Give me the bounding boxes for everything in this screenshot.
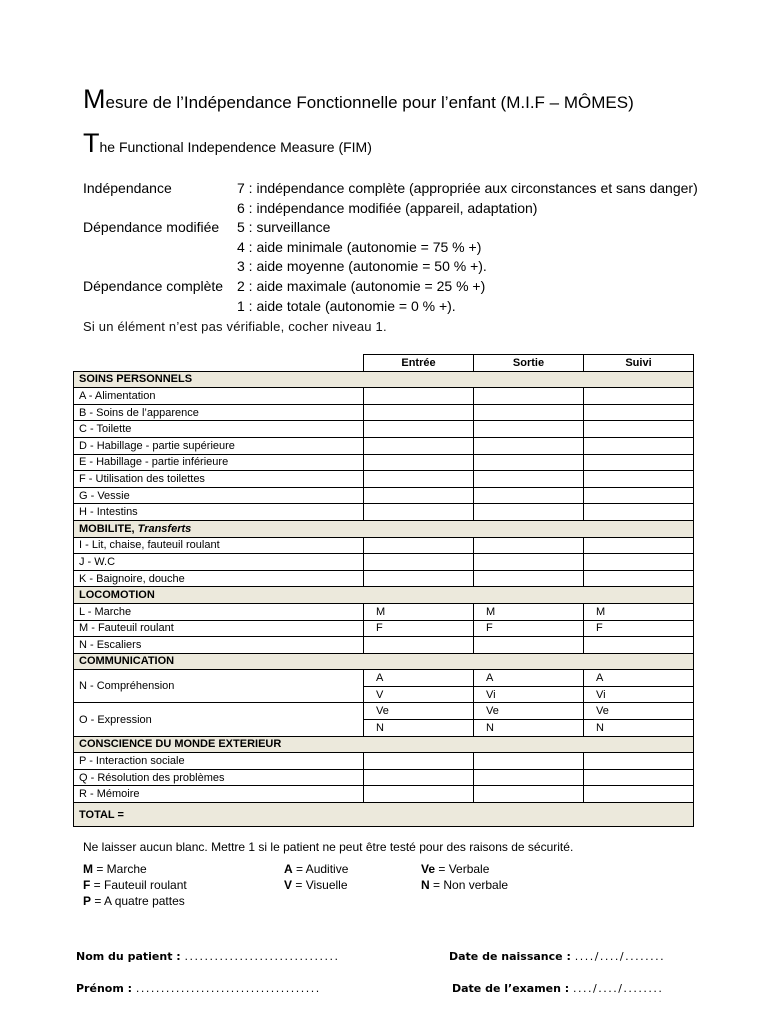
score-cell[interactable] <box>364 769 474 786</box>
score-cell[interactable] <box>474 487 584 504</box>
table-row <box>74 504 694 521</box>
score-cell[interactable] <box>364 786 474 803</box>
score-cell[interactable]: Ve <box>584 703 694 720</box>
scale-category: Dépendance modifiée <box>83 219 220 236</box>
exam-date-field[interactable]: Date de l’examen : ..../..../........ <box>452 982 664 995</box>
table-corner <box>74 355 364 372</box>
score-cell[interactable] <box>584 471 694 488</box>
item-label: G - Vessie <box>74 487 364 504</box>
score-cell[interactable]: F <box>584 620 694 637</box>
section-row <box>74 653 694 670</box>
item-label: D - Habillage - partie supérieure <box>74 437 364 454</box>
table-row <box>74 603 694 620</box>
score-cell[interactable] <box>474 437 584 454</box>
item-label: A - Alimentation <box>74 388 364 405</box>
score-cell[interactable] <box>364 437 474 454</box>
birth-date-field[interactable]: Date de naissance : ..../..../........ <box>449 950 666 963</box>
score-cell[interactable] <box>364 404 474 421</box>
table-row <box>74 620 694 637</box>
score-cell[interactable]: Vi <box>474 686 584 703</box>
score-cell[interactable] <box>584 769 694 786</box>
score-cell[interactable]: N <box>364 720 474 737</box>
legend-item: F = Fauteuil roulant <box>83 878 187 892</box>
score-cell[interactable] <box>584 554 694 571</box>
score-cell[interactable]: A <box>364 670 474 687</box>
scale-note: Si un élément n’est pas vérifiable, cocher niveau 1. <box>83 319 387 334</box>
score-cell[interactable] <box>364 753 474 770</box>
legend-item: M = Marche <box>83 862 147 876</box>
item-label: H - Intestins <box>74 504 364 521</box>
scale-category: Indépendance <box>83 180 172 196</box>
score-cell[interactable] <box>474 769 584 786</box>
section-row <box>74 371 694 388</box>
item-label: Q - Résolution des problèmes <box>74 769 364 786</box>
score-cell[interactable] <box>474 421 584 438</box>
scale-level: 7 : indépendance complète (appropriée aux circonstances et sans danger) <box>237 180 698 196</box>
score-cell[interactable]: Vi <box>584 686 694 703</box>
score-cell[interactable]: M <box>584 603 694 620</box>
first-name-field[interactable]: Prénom : ..................................... <box>76 982 321 995</box>
section-row <box>74 520 694 537</box>
item-label: P - Interaction sociale <box>74 753 364 770</box>
page-title: Mesure de l’Indépendance Fonctionnelle pour l’enfant (M.I.F – MÔMES) <box>83 84 634 114</box>
item-label: N - Compréhension <box>74 670 364 703</box>
score-cell[interactable] <box>364 637 474 654</box>
score-cell[interactable] <box>364 471 474 488</box>
column-header-sortie: Sortie <box>474 355 584 372</box>
table-row <box>74 570 694 587</box>
legend-item: V = Visuelle <box>284 878 348 892</box>
table-row <box>74 421 694 438</box>
scale-level: 2 : aide maximale (autonomie = 25 % +) <box>237 277 486 294</box>
score-cell[interactable] <box>474 786 584 803</box>
table-row <box>74 437 694 454</box>
score-cell[interactable] <box>474 454 584 471</box>
score-cell[interactable]: Ve <box>474 703 584 720</box>
table-row <box>74 786 694 803</box>
scale-level: 6 : indépendance modifiée (appareil, adaptation) <box>237 199 538 216</box>
item-label: F - Utilisation des toilettes <box>74 471 364 488</box>
section-soins-personnels: SOINS PERSONNELS <box>74 371 694 388</box>
score-cell[interactable] <box>584 388 694 405</box>
total-row <box>74 803 694 827</box>
section-communication: COMMUNICATION <box>74 653 694 670</box>
score-cell[interactable] <box>584 404 694 421</box>
item-label: B - Soins de l’apparence <box>74 404 364 421</box>
scale-category: Dépendance complète <box>83 277 224 294</box>
score-cell[interactable] <box>474 471 584 488</box>
table-row <box>74 471 694 488</box>
column-header-suivi: Suivi <box>584 355 694 372</box>
score-cell[interactable] <box>364 570 474 587</box>
patient-name-field[interactable]: Nom du patient : ............................... <box>76 950 340 963</box>
score-cell[interactable]: F <box>474 620 584 637</box>
table-row <box>74 537 694 554</box>
legend-item: N = Non verbale <box>421 878 509 892</box>
scale-level: 4 : aide minimale (autonomie = 75 % +) <box>237 238 482 255</box>
total-field[interactable]: TOTAL = <box>74 803 694 827</box>
score-cell[interactable] <box>584 421 694 438</box>
score-cell[interactable]: V <box>364 686 474 703</box>
table-row <box>74 753 694 770</box>
table-row <box>74 554 694 571</box>
score-cell[interactable] <box>364 537 474 554</box>
item-label: E - Habillage - partie inférieure <box>74 454 364 471</box>
score-cell[interactable] <box>364 388 474 405</box>
section-mobilite: MOBILITE, Transferts <box>74 520 694 537</box>
score-cell[interactable] <box>584 487 694 504</box>
score-cell[interactable] <box>364 421 474 438</box>
section-row <box>74 736 694 753</box>
score-cell[interactable] <box>584 454 694 471</box>
score-cell[interactable] <box>474 570 584 587</box>
item-label: J - W.C <box>74 554 364 571</box>
item-label: R - Mémoire <box>74 786 364 803</box>
table-row <box>74 404 694 421</box>
score-cell[interactable]: F <box>364 620 474 637</box>
section-locomotion: LOCOMOTION <box>74 587 694 604</box>
legend-item: P = A quatre pattes <box>83 894 185 908</box>
legend-item: A = Auditive <box>284 862 349 876</box>
item-label: K - Baignoire, douche <box>74 570 364 587</box>
score-cell[interactable] <box>364 554 474 571</box>
score-cell[interactable] <box>474 554 584 571</box>
score-cell[interactable] <box>474 404 584 421</box>
table-row <box>74 769 694 786</box>
table-header-row <box>74 355 694 372</box>
scale-level: 5 : surveillance <box>237 219 331 236</box>
scale-level: 1 : aide totale (autonomie = 0 % +). <box>237 297 456 314</box>
table-row <box>74 388 694 405</box>
score-cell[interactable] <box>474 637 584 654</box>
score-cell[interactable] <box>584 753 694 770</box>
scale-level: 3 : aide moyenne (autonomie = 50 % +). <box>237 258 487 275</box>
score-cell[interactable] <box>474 504 584 521</box>
score-cell[interactable] <box>584 786 694 803</box>
item-label: M - Fauteuil roulant <box>74 620 364 637</box>
item-label: C - Toilette <box>74 421 364 438</box>
fim-score-table <box>73 354 694 827</box>
page-subtitle: The Functional Independence Measure (FIM) <box>83 128 372 158</box>
score-cell[interactable]: A <box>584 670 694 687</box>
score-cell[interactable]: M <box>364 603 474 620</box>
score-cell[interactable] <box>364 504 474 521</box>
score-cell[interactable]: Ve <box>364 703 474 720</box>
score-cell[interactable]: N <box>474 720 584 737</box>
score-cell[interactable] <box>584 637 694 654</box>
table-row <box>74 637 694 654</box>
item-label: O - Expression <box>74 703 364 736</box>
section-conscience: CONSCIENCE DU MONDE EXTERIEUR <box>74 736 694 753</box>
score-cell[interactable] <box>364 487 474 504</box>
legend-item: Ve = Verbale <box>421 862 490 876</box>
table-row <box>74 454 694 471</box>
score-cell[interactable] <box>474 753 584 770</box>
item-label: L - Marche <box>74 603 364 620</box>
table-row <box>74 670 694 687</box>
instructions-note: Ne laisser aucun blanc. Mettre 1 si le patient ne peut être testé pour des raisons de sécurité. <box>83 840 574 854</box>
score-cell[interactable]: N <box>584 720 694 737</box>
table-row <box>74 487 694 504</box>
section-row <box>74 587 694 604</box>
score-cell[interactable] <box>584 570 694 587</box>
score-cell[interactable] <box>474 537 584 554</box>
column-header-entree: Entrée <box>364 355 474 372</box>
item-label: N - Escaliers <box>74 637 364 654</box>
score-cell[interactable]: M <box>474 603 584 620</box>
item-label: I - Lit, chaise, fauteuil roulant <box>74 537 364 554</box>
score-cell[interactable] <box>584 504 694 521</box>
table-row <box>74 703 694 720</box>
score-cell[interactable] <box>474 388 584 405</box>
score-cell[interactable] <box>584 437 694 454</box>
score-cell[interactable]: A <box>474 670 584 687</box>
score-cell[interactable] <box>364 454 474 471</box>
score-cell[interactable] <box>584 537 694 554</box>
